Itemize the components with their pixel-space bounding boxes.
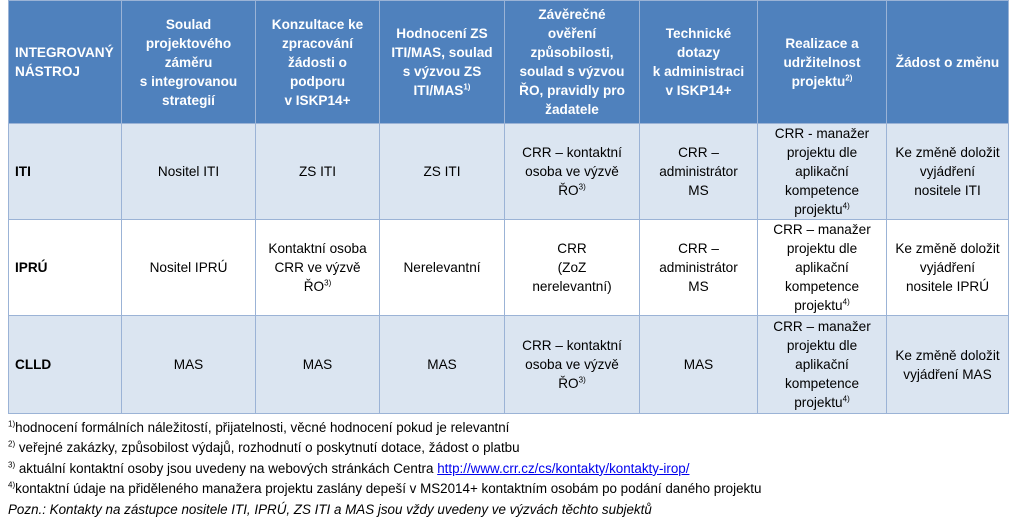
cell-line: kompetence bbox=[784, 279, 860, 294]
cell-line: ITI/MAS bbox=[413, 83, 464, 98]
cell-line: ZS ITI bbox=[298, 164, 336, 179]
cell-line: osoba ve výzvě bbox=[525, 357, 619, 372]
cell-line: CRR – manažer bbox=[773, 319, 871, 334]
cell-line: CRR – manažer bbox=[773, 222, 871, 237]
header-cell-technicke-dotazy bbox=[640, 1, 758, 124]
table-cell bbox=[887, 124, 1009, 220]
header-row bbox=[9, 1, 1009, 124]
table-cell bbox=[380, 124, 505, 220]
cell-line: ověření bbox=[547, 26, 597, 41]
table-cell bbox=[758, 220, 887, 316]
footnote-ref: 4) bbox=[842, 297, 850, 307]
table-cell bbox=[887, 220, 1009, 316]
footnote-mark: 1) bbox=[8, 419, 16, 429]
footnote-ref: 3) bbox=[578, 182, 586, 192]
cell-line: podporu bbox=[289, 73, 346, 89]
cell-line: Technické bbox=[665, 26, 732, 41]
table-cell bbox=[505, 220, 640, 316]
cell-line: Žádost o změnu bbox=[895, 54, 1000, 70]
footnote-1 bbox=[8, 418, 1008, 438]
cell-line: projektu bbox=[794, 298, 843, 313]
cell-line: administrátor bbox=[659, 260, 738, 275]
table-cell bbox=[640, 316, 758, 414]
cell-line: ŘO bbox=[558, 376, 579, 391]
crr-contacts-link[interactable]: http://www.crr.cz/cs/kontakty/kontakty-irop/ bbox=[437, 460, 690, 476]
cell-line: MS bbox=[688, 279, 709, 294]
cell-line: Nositel ITI bbox=[157, 164, 220, 179]
table-row bbox=[9, 316, 1009, 414]
table-cell bbox=[505, 316, 640, 414]
table-cell bbox=[758, 316, 887, 414]
footnote-ref: 3) bbox=[324, 278, 332, 288]
cell-line: v ISKP14+ bbox=[665, 83, 732, 98]
contacts-table bbox=[8, 0, 1009, 414]
cell-line: MAS bbox=[427, 357, 457, 372]
cell-line: CRR – kontaktní bbox=[522, 338, 622, 353]
cell-line: s integrovanou bbox=[139, 73, 238, 89]
cell-line: Nerelevantní bbox=[403, 260, 481, 275]
document bbox=[8, 0, 1008, 520]
cell-line: vyjádření MAS bbox=[903, 366, 992, 382]
cell-line: CRR – bbox=[678, 241, 719, 256]
cell-line: kompetence bbox=[784, 183, 860, 198]
cell-line: NÁSTROJ bbox=[15, 64, 80, 79]
footnote-text: kontaktní údaje na přiděleného manažera projektu zaslány depeší v MS2014+ kontaktním osobám po podání daného projektu bbox=[15, 481, 762, 497]
footnote-text: hodnocení formálních náležitostí, přijatelnosti, věcné hodnocení pokud je relevantní bbox=[15, 420, 510, 435]
row-label: ITI bbox=[9, 124, 122, 220]
cell-line: ŘO bbox=[558, 183, 579, 198]
cell-line: CRR – bbox=[678, 145, 719, 160]
table-row bbox=[9, 220, 1009, 316]
header-cell-konzultace bbox=[256, 1, 380, 124]
footnote-ref: 2) bbox=[845, 72, 853, 82]
cell-line: ŘO, pravidly pro bbox=[519, 83, 625, 98]
cell-line: projektu bbox=[794, 202, 843, 217]
footnote-mark: 3) bbox=[8, 460, 16, 470]
table-cell bbox=[640, 220, 758, 316]
cell-line: udržitelnost bbox=[783, 54, 861, 70]
header-cell-soulad bbox=[122, 1, 256, 124]
cell-line: záměru bbox=[164, 54, 213, 70]
row-label: IPRÚ bbox=[9, 220, 122, 316]
cell-line: Kontaktní osoba bbox=[268, 241, 367, 256]
cell-line: vyjádření bbox=[919, 164, 976, 179]
cell-line: Nositel IPRÚ bbox=[149, 260, 228, 275]
cell-line: k administraci bbox=[652, 64, 745, 79]
footnote-3 bbox=[8, 459, 1008, 479]
cell-line: v ISKP14+ bbox=[284, 92, 351, 108]
row-label: CLLD bbox=[9, 316, 122, 414]
footnote-ref: 3) bbox=[578, 375, 586, 385]
table-row bbox=[9, 124, 1009, 220]
cell-line: nositele ITI bbox=[914, 183, 981, 198]
table-cell bbox=[122, 124, 256, 220]
cell-line: aplikační bbox=[795, 260, 849, 275]
note-text: Pozn.: Kontakty na zástupce nositele ITI, IPRÚ, ZS ITI a MAS jsou vždy uvedeny ve výzvách těchto subjektů bbox=[8, 501, 652, 517]
cell-line: projektu dle bbox=[786, 241, 858, 256]
header-cell-hodnoceni bbox=[380, 1, 505, 124]
cell-line: Realizace a bbox=[785, 35, 859, 51]
header-cell-zadost-o-zmenu bbox=[887, 1, 1009, 124]
header-cell-realizace bbox=[758, 1, 887, 124]
cell-line: MAS bbox=[683, 357, 714, 372]
footnote-text: aktuální kontaktní osoby jsou uvedeny na webových stránkách Centra bbox=[15, 460, 438, 476]
cell-line: soulad s výzvou bbox=[519, 64, 625, 79]
cell-line: Ke změně doložit bbox=[895, 145, 1000, 160]
cell-line: aplikační bbox=[795, 164, 849, 179]
footnote-ref: 1) bbox=[463, 82, 471, 92]
cell-line: kompetence bbox=[784, 376, 860, 391]
cell-line: projektu dle bbox=[786, 338, 858, 353]
table-cell bbox=[256, 124, 380, 220]
footnote-ref: 4) bbox=[842, 201, 850, 211]
cell-line: osoba ve výzvě bbox=[525, 164, 619, 179]
table-cell bbox=[640, 124, 758, 220]
cell-line: INTEGROVANÝ bbox=[15, 45, 114, 60]
header-cell-zaverecne-overeni bbox=[505, 1, 640, 124]
cell-line: ZS ITI bbox=[423, 164, 461, 179]
footnote-mark: 2) bbox=[8, 439, 16, 449]
table-cell bbox=[505, 124, 640, 220]
cell-line: administrátor bbox=[659, 164, 738, 179]
cell-line: vyjádření bbox=[919, 260, 976, 275]
cell-line: zpracování bbox=[281, 35, 353, 51]
table-cell bbox=[256, 316, 380, 414]
cell-line: projektu bbox=[794, 395, 843, 410]
cell-line: strategií bbox=[162, 92, 215, 108]
cell-line: Závěrečné bbox=[538, 7, 606, 22]
cell-line: Soulad bbox=[165, 16, 212, 32]
cell-line: s výzvou ZS bbox=[402, 64, 482, 79]
cell-line: (ZoZ bbox=[557, 260, 587, 275]
cell-line: Ke změně doložit bbox=[895, 241, 1000, 256]
cell-line: Hodnocení ZS bbox=[396, 26, 488, 41]
footnote-2 bbox=[8, 438, 1008, 458]
cell-line: projektu dle bbox=[786, 145, 858, 160]
table-cell bbox=[887, 316, 1009, 414]
cell-line: CRR - manažer bbox=[774, 126, 870, 141]
table-cell bbox=[256, 220, 380, 316]
cell-line: CRR – kontaktní bbox=[522, 145, 622, 160]
cell-line: ŘO bbox=[303, 279, 325, 294]
footnote-text: veřejné zakázky, způsobilost výdajů, rozhodnutí o poskytnutí dotace, žádost o platbu bbox=[15, 440, 520, 456]
cell-line: Konzultace ke bbox=[271, 16, 364, 32]
header-cell-nastroj bbox=[9, 1, 122, 124]
cell-line: CRR bbox=[557, 241, 587, 256]
cell-line: projektu bbox=[791, 73, 846, 89]
cell-line: projektového bbox=[145, 35, 232, 51]
footnote-ref: 4) bbox=[842, 394, 850, 404]
cell-line: MAS bbox=[173, 357, 204, 372]
cell-line: žadatele bbox=[545, 102, 599, 117]
cell-line: dotazy bbox=[676, 45, 721, 60]
table-cell bbox=[758, 124, 887, 220]
table-cell bbox=[380, 220, 505, 316]
cell-line: MS bbox=[688, 183, 709, 198]
cell-line: nositele IPRÚ bbox=[905, 279, 990, 294]
cell-line: Ke změně doložit bbox=[895, 347, 1000, 363]
cell-line: MAS bbox=[302, 357, 333, 372]
cell-line: nerelevantní) bbox=[532, 279, 612, 294]
table-cell bbox=[122, 316, 256, 414]
table-cell bbox=[380, 316, 505, 414]
cell-line: aplikační bbox=[795, 357, 849, 372]
cell-line: ITI/MAS, soulad bbox=[391, 45, 493, 60]
footnote-mark: 4) bbox=[8, 480, 16, 490]
cell-line: CRR ve výzvě bbox=[274, 260, 361, 275]
footnote-4 bbox=[8, 479, 1008, 499]
cell-line: žádosti o bbox=[288, 54, 347, 70]
table-cell bbox=[122, 220, 256, 316]
footnotes bbox=[8, 418, 1008, 520]
cell-line: způsobilosti, bbox=[530, 45, 614, 60]
